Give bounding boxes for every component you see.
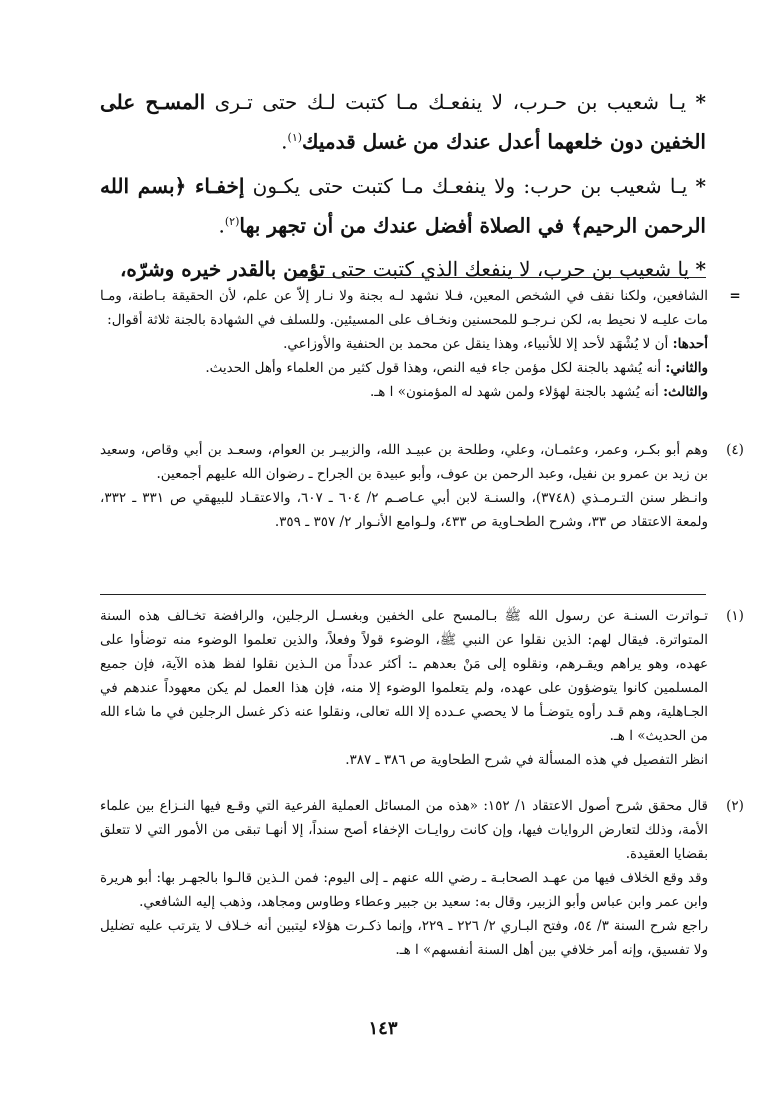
- paragraph-2-end: .: [218, 213, 225, 238]
- page-number: ١٤٣: [368, 1018, 398, 1039]
- paragraph-3-text: يا شعيب بن حرب، لا ينفعك الذي كتبت حتى: [325, 257, 690, 282]
- footnote-4: [100, 438, 744, 534]
- footnote-continuation: [100, 284, 741, 404]
- opinion-2: [100, 356, 708, 380]
- main-paragraph-1: [100, 84, 706, 160]
- footnote-4-number: (٤): [726, 442, 744, 458]
- footnote-2-jahr: وقد وقع الخلاف فيها من عهـد الصحابـة ـ رضي الله عنهم ـ إلى اليوم: فمن الـذين قالـوا بالجهـر بها: أبو هريرة وابن عمر وابن عباس وأبو الزبير، وقال به: سعيد بن جبير وعطاء وطاوس ومجاهد، وذهب إليه الشافعي.: [100, 870, 708, 910]
- star-marker: *: [695, 90, 707, 114]
- footnote-2-sources: راجع شرح السنة ٣/ ٥٤، وفتح البـاري ٢/ ٢٢٦ ـ ٢٢٩، وإنما ذكـرت هؤلاء ليتبين أنه خـلاف لا يترتب عليه تضليل ولا تفسيق، وإنه أمر خلافي بين أهل السنة أنفسهم» ا هـ.: [100, 918, 709, 958]
- footnote-ref-2: (٢): [224, 214, 240, 228]
- star-marker: *: [695, 257, 706, 282]
- opinion-1-label: أحدها:: [672, 336, 708, 352]
- continuation-mark: =: [729, 288, 741, 304]
- footnote-4-text: وهم أبو بكـر، وعمر، وعثمـان، وعلي، وطلحة بن عبيـد الله، والزبيـر بن العوام، وسعـد بن أبي وقاص، وسعيد بن زيد بن عمرو بن نفيل، وعبد الرحمن بن عوف، وأبو عبيدة بن الجراح ـ رضوان الله عليهم أجمعين.: [100, 442, 708, 482]
- opinion-2-label: والثاني:: [665, 360, 708, 376]
- paragraph-3-bold: تؤمن بالقدر خيره وشرّه،: [119, 257, 325, 282]
- footnote-separator-2: [100, 594, 706, 595]
- main-text: [100, 84, 706, 295]
- footnote-1-reference: انظر التفصيل في هذه المسألة في شرح الطحاوية ص ٣٨٦ ـ ٣٨٧.: [345, 752, 708, 768]
- footnote-ref-1: (١): [287, 131, 303, 144]
- footnote-2: [100, 794, 744, 962]
- main-paragraph-3: [100, 251, 706, 287]
- opinion-3-label: والثالث:: [663, 384, 708, 400]
- paragraph-1-bold: المسـح على الخفين دون خلعهما أعدل عندك من غسل قدميك: [100, 90, 706, 154]
- footnote-4-sources: وانـظر سنن التـرمـذي (٣٧٤٨)، والسنـة لابن أبي عـاصـم ٢/ ٦٠٤ ـ ٦٠٧، والاعتقـاد للبيهقي ص ٣٣١ ـ ٣٣٢، ولمعة الاعتقاد ص ٣٣، وشرح الطحـاوية ص ٤٣٣، ولـوامع الأنـوار ٢/ ٣٥٧ ـ ٣٥٩.: [100, 490, 708, 530]
- continuation-text: الشافعين، ولكنا نقف في الشخص المعين، فـلا نشهد لـه بجنة ولا نـار إلاّ عن علم، لأن الحقيقة بـاطنة، ومـا مات عليـه لا نحيط به، لكن نـرجـو للمحسنين ونخـاف على المسيئين. وللسلف في الشهادة بالجنة ثلاثة أقوال:: [100, 288, 708, 328]
- footnote-1-number: (١): [726, 608, 744, 624]
- star-marker: *: [695, 173, 707, 198]
- opinion-3-text: أنه يُشهد بالجنة لهؤلاء ولمن شهد له المؤمنون» ا هـ.: [370, 384, 664, 400]
- footnote-1: [100, 604, 744, 772]
- opinion-1: [100, 332, 708, 356]
- paragraph-1-end: .: [281, 129, 288, 154]
- opinion-2-text: أنه يُشهد بالجنة لكل مؤمن جاء فيه النص، وهذا قول كثير من العلماء وأهل الحديث.: [205, 360, 666, 376]
- opinion-3: [100, 380, 708, 404]
- opinion-1-text: أن لا يُشْهَد لأحد إلا للأنبياء، وهذا ينقل عن محمد بن الحنفية والأوزاعي.: [283, 336, 673, 352]
- main-paragraph-2: [100, 168, 706, 244]
- footnote-2-number: (٢): [726, 798, 744, 814]
- footnote-separator: [296, 277, 706, 278]
- footnote-2-text: قال محقق شرح أصول الاعتقاد ١/ ١٥٢: «هذه من المسائل العملية الفرعية التي وقـع فيها النـزاع بين علماء الأمة، وذلك لتعارض الروايات فيها، وإن كانت روايـات الإخفاء أصح سنداً، إلا أنهـا تبقى من الأمور التي لا تتعلق بقضايا العقيدة.: [100, 798, 708, 862]
- paragraph-2-text: يـا شعيب بن حرب: ولا ينفعـك مـا كتبت حتى يكـون: [244, 173, 688, 198]
- paragraph-1-text: يـا شعيب بن حـرب، لا ينفعـك مـا كتبت لـك حتى تـرى: [205, 90, 687, 114]
- footnote-1-text: تـواترت السنـة عن رسول الله ﷺ بـالمسح على الخفين وبغسـل الرجلين، والرافضة تخـالف هذه السنة المتواترة. فيقال لهم: الذين نقلوا عن النبي ﷺ، الوضوء قولاً وفعلاً، والذين تعلموا الوضوء منه توضأوا على عهده، وهو يراهم ويقـرهم، ونقلوه إلى مَنْ بعدهم ـ: أكثر عدداً من الـذين نقلوا لفظ هذه الآية، فإن جميع المسلمين كانوا يتوضؤون على عهده، ولم يتعلموا الوضوء إلا منه، فإن هذا العمل لم يكن معهوداً عندهم في الجـاهلية، وهم قـد رأوه يتوضـأ ما لا يحصي عـدده إلا الله تعالى، ونقلوا عنه ذكر غسل الرجلين في ما شاء الله من الحديث» ا هـ.: [100, 608, 708, 744]
- paragraph-2-bold: إخفـاء ﴿بسم الله الرحمن الرحيم﴾ في الصلاة أفضل عندك من أن تجهر بها: [100, 173, 706, 238]
